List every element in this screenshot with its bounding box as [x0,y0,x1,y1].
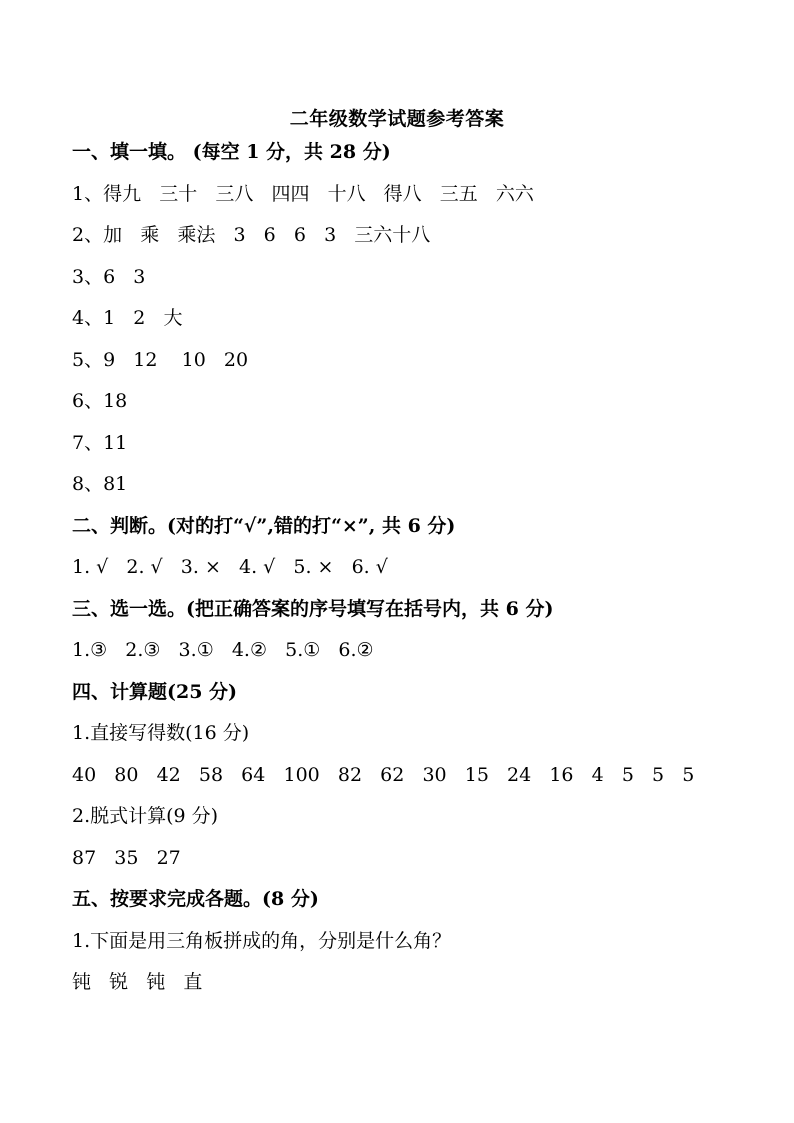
section-1-answer-3: 3、6 3 [72,266,146,288]
section-1-answer-7: 7、11 [72,432,128,454]
section-1-answer-5: 5、9 12 10 20 [72,349,249,371]
section-1-answer-2: 2、加 乘 乘法 3 6 6 3 三六十八 [72,224,431,246]
section-5-heading: 五、按要求完成各题。(8 分) [72,888,319,910]
section-2-heading: 二、判断。(对的打“√”,错的打“×”, 共 6 分) [72,515,456,537]
page-title: 二年级数学试题参考答案 [289,108,505,130]
section-1-heading: 一、填一填。 (每空 1 分，共 28 分) [72,141,391,163]
section-3-answers: 1.③ 2.③ 3.① 4.② 5.① 6.② [72,639,374,661]
section-4-sub-2-answers: 87 35 27 [72,847,181,869]
section-4-sub-2-title: 2.脱式计算(9 分) [72,805,219,827]
section-1-answer-1: 1、得九 三十 三八 四四 十八 得八 三五 六六 [72,183,534,205]
section-4-heading: 四、计算题(25 分) [72,681,238,703]
section-1-answer-8: 8、81 [72,473,128,495]
section-4-sub-1-title: 1.直接写得数(16 分) [72,722,250,744]
section-5-question: 1.下面是用三角板拼成的角，分别是什么角？ [72,930,452,952]
section-4-sub-1-answers: 40 80 42 58 64 100 82 62 30 15 24 16 4 5 5 5 [72,764,695,786]
section-1-answer-6: 6、18 [72,390,128,412]
section-2-answers: 1. √ 2. √ 3. × 4. √ 5. × 6. √ [72,556,388,578]
section-5-answers: 钝 锐 钝 直 [72,971,203,993]
section-1-answer-4: 4、1 2 大 [72,307,183,329]
section-3-heading: 三、选一选。(把正确答案的序号填写在括号内，共 6 分) [72,598,554,620]
